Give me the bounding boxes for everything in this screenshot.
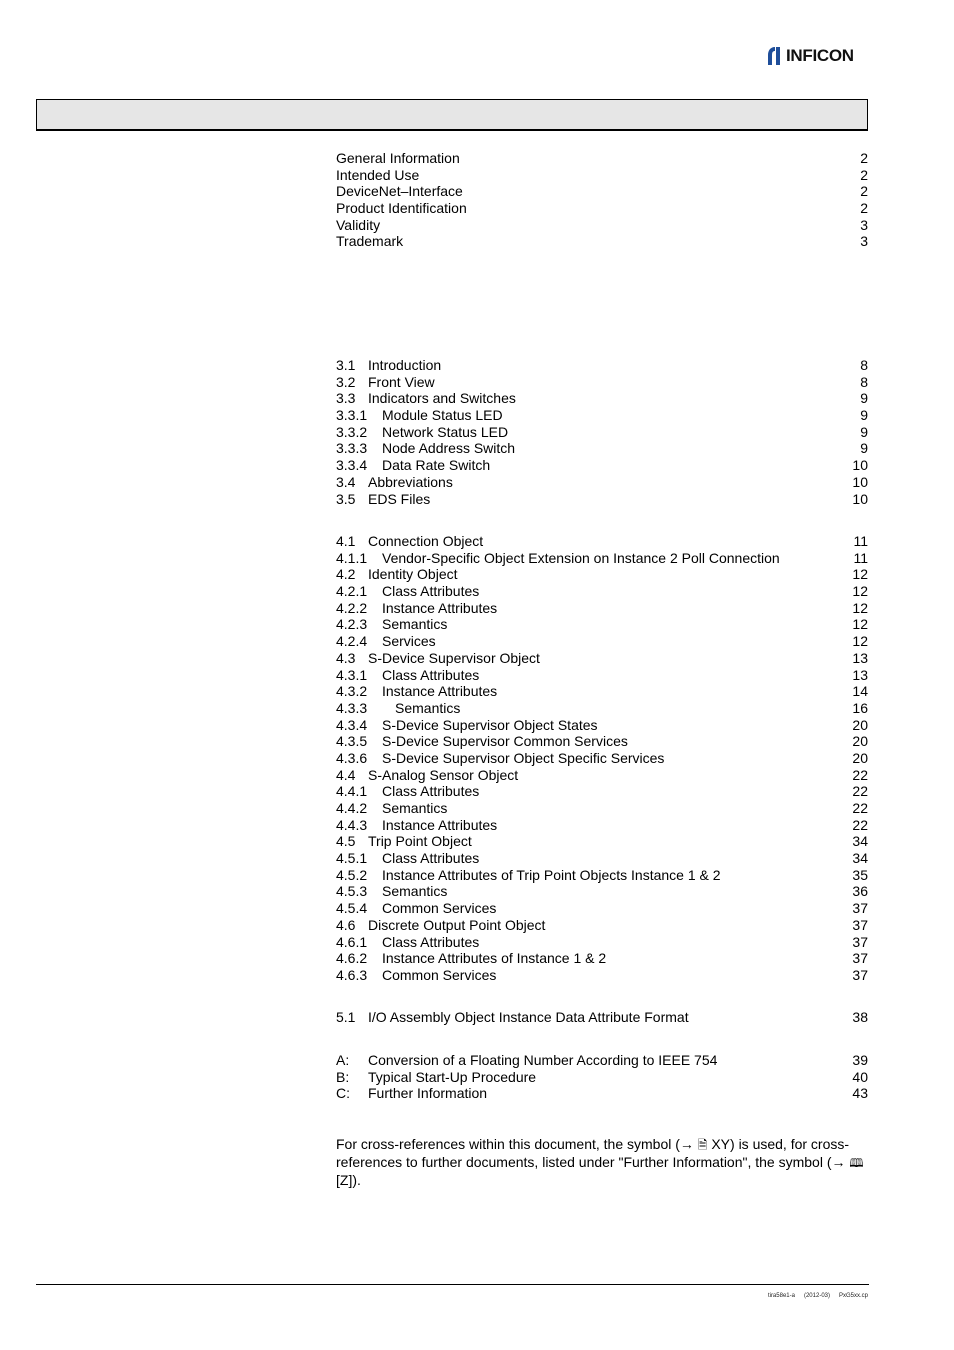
toc-entry-title: Class Attributes	[382, 666, 480, 683]
toc-entry-label	[336, 683, 497, 700]
toc-entry-title: Typical Start-Up Procedure	[368, 1068, 537, 1085]
toc-entry-label	[336, 533, 483, 550]
toc-entry[interactable]	[336, 440, 868, 457]
toc-entry[interactable]	[336, 1009, 868, 1026]
toc-entry-label	[336, 717, 598, 734]
toc-entry-title: Services	[382, 633, 436, 650]
toc-entry-label	[336, 1009, 689, 1026]
toc-entry-title: Instance Attributes	[382, 683, 498, 700]
toc-entry[interactable]	[336, 967, 868, 984]
footer-date: (2012-03)	[803, 1293, 830, 1299]
toc-entry-number: 4.3.1	[336, 666, 368, 683]
toc-entry-number: B:	[336, 1068, 350, 1085]
toc-entry[interactable]	[336, 150, 868, 167]
toc-entry-label	[336, 150, 460, 167]
toc-entry-page: 2	[860, 183, 868, 200]
toc-entry-label	[336, 867, 721, 884]
toc-entry[interactable]	[336, 616, 868, 633]
toc-entry[interactable]	[336, 374, 868, 391]
toc-entry[interactable]	[336, 407, 868, 424]
toc-entry-page: 8	[860, 357, 868, 373]
toc-entry-page: 22	[852, 783, 868, 800]
toc-entry-label	[336, 1085, 487, 1102]
toc-entry-title: Indicators and Switches	[368, 390, 516, 407]
toc-entry-number: 4.5.4	[336, 900, 368, 917]
toc-entry-title: Network Status LED	[382, 423, 509, 440]
toc-entry-page: 14	[852, 683, 868, 700]
footer-file: PxG5xx.cp	[838, 1293, 868, 1299]
toc-entry[interactable]	[336, 491, 868, 508]
toc-entry-label	[336, 733, 628, 750]
toc-entry-title: Class Attributes	[382, 583, 480, 600]
toc-entry[interactable]	[336, 1052, 868, 1069]
toc-entry-label	[336, 817, 497, 834]
toc-entry[interactable]	[336, 633, 868, 650]
toc-entry-number: 4.3.3	[336, 699, 368, 716]
logo-text: INFICON	[786, 46, 854, 65]
toc-entry[interactable]	[336, 1085, 868, 1102]
toc-entry-title: Common Services	[382, 900, 497, 917]
toc-entry-number: 4.4.3	[336, 816, 368, 833]
toc-entry-page: 3	[860, 233, 868, 250]
toc-entry-number: 3.3	[336, 390, 356, 407]
toc-entry-page: 13	[852, 666, 868, 683]
toc-entry-number: 3.3.3	[336, 440, 368, 457]
toc-entry-page: 37	[852, 916, 868, 933]
toc-entry-number: 4.1	[336, 533, 356, 549]
toc-entry-number: 4.4.1	[336, 783, 368, 800]
toc-entry[interactable]	[336, 650, 868, 667]
toc-entry-page: 11	[853, 533, 868, 549]
toc-entry-page: 11	[853, 549, 868, 566]
toc-entry[interactable]	[336, 233, 868, 250]
toc-entry-label	[336, 167, 419, 184]
toc-entry[interactable]	[336, 217, 868, 234]
note-text-3: [Z]).	[336, 1172, 361, 1188]
toc-entry[interactable]	[336, 550, 868, 567]
toc-entry[interactable]	[336, 390, 868, 407]
toc-entry-label	[336, 616, 447, 633]
toc-entry-title: Class Attributes	[382, 783, 480, 800]
toc-entry-page: 37	[852, 933, 868, 950]
toc-entry-title: Node Address Switch	[382, 440, 516, 457]
toc-entry-number: 3.3.1	[336, 407, 368, 424]
toc-entry-number: 4.1.1	[336, 549, 368, 566]
toc-entry-number: 4.5	[336, 833, 356, 850]
toc-entry[interactable]	[336, 457, 868, 474]
toc-entry-page: 36	[852, 883, 868, 900]
cross-reference-note	[336, 1136, 868, 1189]
toc-entry[interactable]	[336, 1069, 868, 1086]
toc-entry-title: S-Device Supervisor Object Specific Services	[382, 749, 665, 766]
toc-group	[336, 1009, 868, 1026]
toc-entry-label	[336, 967, 496, 984]
toc-entry[interactable]	[336, 800, 868, 817]
toc-entry-title: Instance Attributes	[382, 599, 498, 616]
toc-entry-page: 22	[852, 766, 868, 783]
toc-entry-label	[336, 357, 441, 374]
toc-entry-label	[336, 950, 606, 967]
toc-entry[interactable]	[336, 900, 868, 917]
toc-entry-title: Instance Attributes	[382, 816, 498, 833]
toc-entry-label	[336, 374, 435, 391]
toc-entry-page: 20	[852, 716, 868, 733]
toc-entry-number: 4.3	[336, 649, 356, 666]
toc-entry-page: 13	[852, 649, 868, 666]
toc-entry[interactable]	[336, 717, 868, 734]
toc-entry-label	[336, 934, 479, 951]
toc-entry-page: 39	[852, 1052, 868, 1068]
footer-divider	[36, 1284, 869, 1285]
toc-entry-number: 5.1	[336, 1009, 356, 1025]
toc-entry-number: A:	[336, 1052, 350, 1068]
toc-entry[interactable]	[336, 950, 868, 967]
toc-entry-title: General Information	[336, 150, 460, 166]
toc-entry-label	[336, 200, 467, 217]
toc-entry-number: 4.3.5	[336, 733, 368, 750]
toc-entry-page: 2	[860, 200, 868, 217]
toc-entry-page: 9	[860, 440, 868, 457]
toc-entry[interactable]	[336, 357, 868, 374]
toc-entry-title: S-Analog Sensor Object	[368, 766, 519, 783]
toc-entry-page: 34	[852, 850, 868, 867]
toc-entry-page: 20	[852, 733, 868, 750]
toc-entry-page: 12	[852, 633, 868, 650]
toc-entry-label	[336, 407, 503, 424]
toc-entry-label	[336, 900, 496, 917]
toc-entry-page: 35	[852, 866, 868, 883]
toc-entry-title: Identity Object	[368, 566, 458, 583]
toc-entry-page: 10	[852, 473, 868, 490]
toc-entry-number: 4.2.3	[336, 616, 368, 633]
document-icon: 🗎	[697, 1138, 708, 1152]
toc-entry-label	[336, 474, 453, 491]
toc-entry-page: 10	[852, 457, 868, 474]
toc-entry-page: 12	[852, 583, 868, 600]
inficon-logo-mark-icon	[766, 45, 784, 67]
toc-entry-label	[336, 1069, 536, 1086]
toc-entry-number: 4.5.1	[336, 850, 368, 867]
toc-entry[interactable]	[336, 934, 868, 951]
toc-entry-label	[336, 583, 479, 600]
toc-entry-label	[336, 390, 516, 407]
toc-entry[interactable]	[336, 667, 868, 684]
toc-entry[interactable]	[336, 200, 868, 217]
toc-entry-label	[336, 800, 447, 817]
toc-entry-number: 4.3.2	[336, 683, 368, 700]
toc-entry-title: DeviceNet–Interface	[336, 183, 463, 200]
toc-entry-page: 37	[852, 966, 868, 983]
toc-entry[interactable]	[336, 683, 868, 700]
toc-entry-page: 20	[852, 749, 868, 766]
toc-entry-number: 3.1	[336, 357, 356, 373]
toc-entry[interactable]	[336, 167, 868, 184]
note-text-2: XY) is used, for cross-references to further documents, listed under "Further Information", the symbol (→	[336, 1136, 850, 1170]
toc-entry[interactable]	[336, 917, 868, 934]
toc-entry-title: Connection Object	[368, 533, 484, 549]
toc-entry-label	[336, 1052, 717, 1069]
toc-entry-label	[336, 767, 518, 784]
toc-entry-page: 3	[860, 216, 868, 233]
toc-entry-number: 4.6.1	[336, 933, 368, 950]
toc-entry-title: Intended Use	[336, 166, 420, 183]
toc-entry-title: Instance Attributes of Instance 1 & 2	[382, 950, 607, 967]
toc-entry[interactable]	[336, 783, 868, 800]
toc-entry-label	[336, 440, 515, 457]
toc-entry-title: I/O Assembly Object Instance Data Attribute Format	[368, 1009, 689, 1025]
toc-entry-number: 4.4.2	[336, 800, 368, 816]
toc-entry[interactable]	[336, 700, 868, 717]
toc-entry[interactable]	[336, 183, 868, 200]
toc-entry-label	[336, 783, 479, 800]
inficon-logo	[766, 44, 854, 68]
toc-entry-page: 9	[860, 407, 868, 424]
toc-entry[interactable]	[336, 883, 868, 900]
toc-entry-number: 4.2.1	[336, 583, 368, 600]
toc-entry-page: 2	[860, 150, 868, 166]
toc-entry-label	[336, 600, 497, 617]
toc-entry-title: Product Identification	[336, 200, 467, 217]
toc-entry-number: 3.2	[336, 373, 356, 390]
toc-entry-label	[336, 917, 545, 934]
toc-entry-label	[336, 183, 463, 200]
toc-entry[interactable]	[336, 867, 868, 884]
toc-entry-title: Abbreviations	[368, 473, 453, 490]
toc-entry-page: 12	[852, 599, 868, 616]
toc-entry[interactable]	[336, 750, 868, 767]
toc-entry-page: 22	[852, 800, 868, 816]
toc-entry[interactable]	[336, 850, 868, 867]
toc-entry[interactable]	[336, 566, 868, 583]
toc-entry-page: 22	[852, 816, 868, 833]
toc-entry-title: Discrete Output Point Object	[368, 916, 546, 933]
toc-entry-title: S-Device Supervisor Common Services	[382, 733, 628, 750]
toc-entry-number: 3.5	[336, 490, 356, 507]
toc-entry-page: 9	[860, 423, 868, 440]
toc-entry-page: 40	[852, 1068, 868, 1085]
toc-entry-label	[336, 700, 460, 717]
toc-entry-number: C:	[336, 1085, 350, 1102]
toc-entry-number: 4.2.4	[336, 633, 368, 650]
toc-entry-title: Class Attributes	[382, 933, 480, 950]
toc-entry-title: Conversion of a Floating Number According to IEEE 754	[368, 1052, 718, 1068]
toc-entry-page: 12	[852, 616, 868, 633]
toc-entry-page: 2	[860, 166, 868, 183]
toc-entry-title: Instance Attributes of Trip Point Objects Instance 1 & 2	[382, 866, 721, 883]
toc-entry-number: 4.3.6	[336, 749, 368, 766]
toc-entry-page: 12	[852, 566, 868, 583]
toc-entry-label	[336, 424, 508, 441]
toc-entry-number: 4.6	[336, 916, 356, 933]
toc-entry-page: 37	[852, 900, 868, 917]
toc-entry-number: 4.6.2	[336, 950, 368, 967]
toc-entry-page: 9	[860, 390, 868, 407]
toc-entry[interactable]	[336, 733, 868, 750]
toc-entry-title: Semantics	[382, 883, 448, 900]
toc-entry-page: 8	[860, 373, 868, 390]
toc-entry-title: Class Attributes	[382, 850, 480, 867]
toc-entry-label	[336, 550, 780, 567]
toc-entry-number: 3.3.4	[336, 457, 368, 474]
toc-entry-page: 34	[852, 833, 868, 850]
toc-entry-title: Semantics	[395, 699, 461, 716]
toc-entry-label	[336, 833, 472, 850]
toc-entry-title: Vendor-Specific Object Extension on Instance 2 Poll Connection	[382, 549, 780, 566]
toc-entry-number: 4.5.3	[336, 883, 368, 900]
toc-entry-label	[336, 633, 436, 650]
toc-entry[interactable]	[336, 474, 868, 491]
toc-entry-title: S-Device Supervisor Object States	[382, 716, 598, 733]
toc-entry-label	[336, 883, 447, 900]
toc-entry-title: Front View	[368, 373, 435, 390]
toc-entry-label	[336, 217, 380, 234]
toc-entry-title: Trip Point Object	[368, 833, 472, 850]
book-icon: 🕮	[849, 1156, 864, 1170]
toc-entry-label	[336, 850, 479, 867]
toc-entry-label	[336, 750, 664, 767]
toc-entry-title: Trademark	[336, 233, 404, 250]
toc-entry-number: 4.4	[336, 766, 356, 783]
toc-entry[interactable]	[336, 600, 868, 617]
toc-entry[interactable]	[336, 833, 868, 850]
toc-entry-title: Data Rate Switch	[382, 457, 491, 474]
toc-entry-number: 4.2	[336, 566, 356, 583]
toc-entry-label	[336, 566, 458, 583]
toc-entry-title: Further Information	[368, 1085, 488, 1102]
toc-entry[interactable]	[336, 817, 868, 834]
toc-group	[336, 533, 868, 984]
toc-entry-label	[336, 457, 490, 474]
toc-entry-page: 37	[852, 950, 868, 967]
footer-doc-id: tira58e1-a	[767, 1293, 795, 1299]
toc-entry-label	[336, 650, 540, 667]
header-bar	[36, 99, 868, 131]
toc-entry-number: 3.3.2	[336, 423, 368, 440]
toc-entry-number: 4.6.3	[336, 966, 368, 983]
toc-entry-label	[336, 667, 479, 684]
toc-entry-page: 16	[852, 699, 868, 716]
toc-entry-title: Common Services	[382, 966, 497, 983]
toc-entry-title: Module Status LED	[382, 407, 503, 424]
toc-entry[interactable]	[336, 583, 868, 600]
toc-entry-number: 4.3.4	[336, 716, 368, 733]
note-text-1: For cross-references within this document, the symbol (→	[336, 1136, 698, 1152]
toc-entry-label	[336, 233, 403, 250]
toc-entry[interactable]	[336, 424, 868, 441]
toc-entry-number: 3.4	[336, 473, 356, 490]
toc-entry-title: Semantics	[382, 616, 448, 633]
toc-entry-number: 4.5.2	[336, 866, 368, 883]
toc-entry-title: Semantics	[382, 800, 448, 816]
toc-entry-page: 43	[852, 1085, 868, 1102]
toc-entry-title: EDS Files	[368, 490, 431, 507]
toc-entry-title: Introduction	[368, 357, 442, 373]
footer	[759, 1293, 868, 1299]
toc-entry[interactable]	[336, 533, 868, 550]
toc-entry-number: 4.2.2	[336, 599, 368, 616]
toc-group	[336, 150, 868, 250]
toc-entry-page: 10	[852, 490, 868, 507]
toc-group	[336, 357, 868, 507]
toc-group	[336, 1052, 868, 1102]
toc-entry-title: S-Device Supervisor Object	[368, 649, 540, 666]
toc-entry[interactable]	[336, 767, 868, 784]
toc-entry-title: Validity	[336, 216, 381, 233]
toc-entry-page: 38	[852, 1009, 868, 1025]
toc-entry-label	[336, 491, 430, 508]
